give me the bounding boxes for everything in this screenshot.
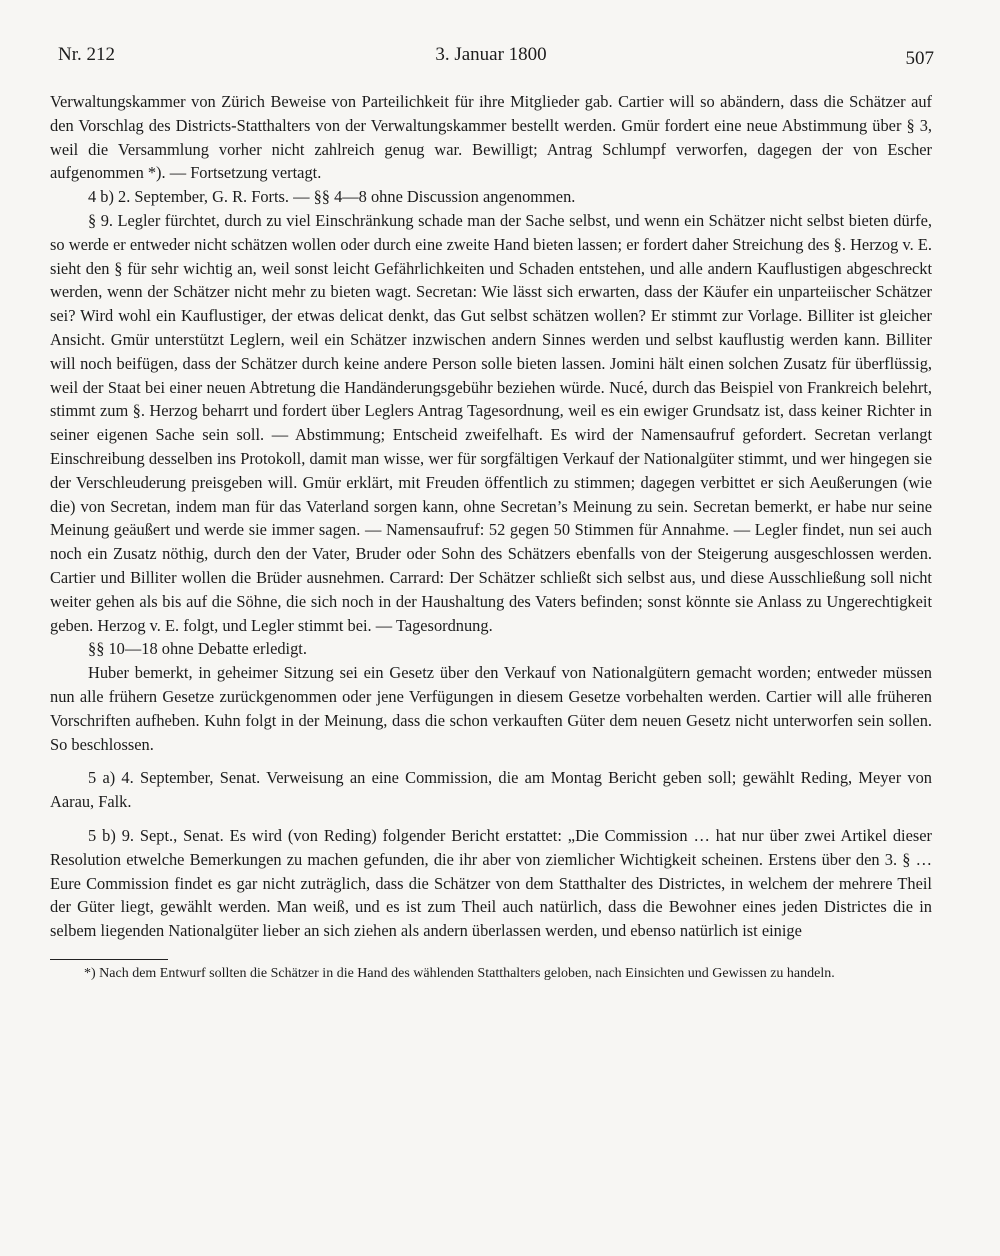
paragraph: § 9. Legler fürchtet, durch zu viel Einschränkung schade man der Sache selbst, und wenn ein Schätzer nicht selbst bieten dürfe, so werde er entweder nicht schätzen wollen oder durch eine zweite Hand bieten lassen; er fordert daher Streichung des §. Herzog v. E. sieht den § für sehr wichtig an, weil sonst leicht Gefährlichkeiten und Schaden entstehen, und alle andern Kauflustigen abgeschreckt werden, wenn der Schätzer nicht mehr zu bieten wagt. Secretan: Wie lässt sich erwarten, dass der Käufer ein unparteiischer Schätzer sei? Wird wohl ein Kauflustiger, der etwas delicat denkt, das Gut selbst schätzen wollen? Er stimmt zur Vorlage. Billiter ist gleicher Ansicht. Gmür unterstützt Leglern, weil ein Schätzer inzwischen andern Sinnes werden und selbst kauflustig werden kann. Billiter will noch beifügen, dass der Schätzer durch keine andere Person solle bieten lassen. Jomini hält einen solchen Zusatz für überflüssig, weil der Staat bei einer neuen Abtretung die Handänderungsgebühr beziehen würde. Nucé, durch das Beispiel von Frankreich belehrt, stimmt zum §. Herzog beharrt und fordert über Leglers Antrag Tagesordnung, weil es ein ewiger Grundsatz ist, dass keiner Richter in seiner eigenen Sache sein soll. — Abstimmung; Entscheid zweifelhaft. Es wird der Namensaufruf gefordert. Secretan verlangt Einschreibung desselben ins Protokoll, damit man wisse, wer für sorgfältigen Verkauf der Nationalgüter stimmt, und wer hingegen sie der Verschleuderung preisgeben will. Gmür erklärt, mit Freuden öffentlich zu stimmen; dagegen verbittet er sich Aeußerungen (wie die) von Secretan, indem man für das Vaterland sorgen kann, ohne Secretan’s Meinung zu sein. Secretan bemerkt, er habe nur seine Meinung geäußert und werde sie immer sagen. — Namensaufruf: 52 gegen 50 Stimmen für Annahme. — Legler findet, nun sei auch noch ein Zusatz nöthig, durch den der Vater, Bruder oder Sohn des Schätzers ebenfalls von der Steigerung ausgeschlossen werden. Cartier und Billiter wollen die Brüder ausnehmen. Carrard: Der Schätzer schließt sich selbst aus, und diese Ausschließung soll nicht weiter gehen als bis auf die Söhne, die sich noch in der Haushaltung des Vaters befinden; sonst könnte sie Anlass zu Ungerechtigkeit geben. Herzog v. E. folgt, und Legler stimmt bei. — Tagesordnung.: [50, 210, 932, 635]
paragraph: 5 b) 9. Sept., Senat. Es wird (von Reding) folgender Bericht erstattet: „Die Commission … hat nur über zwei Artikel dieser Resolution etwelche Bemerkungen zu machen gefunden, die ihr aber von ziemlicher Wichtigkeit scheinen. Erstens über den 3. § … Eure Commission findet es gar nicht zuträglich, dass die Schätzer von dem Statthalter des Districtes, in welchem der mehrere Theil der Güter liegt, gewählt werden. Man weiß, und es ist zum Theil auch natürlich, dass die Bewohner eines jeden Districtes die in selbem liegenden Nationalgüter lieber an sich ziehen als andern überlassen werden, und ebenso natürlich ist einige: [50, 825, 932, 941]
body-text: [50, 90, 932, 943]
paragraph: 4 b) 2. September, G. R. Forts. — §§ 4—8 ohne Discussion angenommen.: [88, 187, 576, 207]
paragraph: Huber bemerkt, in geheimer Sitzung sei ein Gesetz über den Verkauf von Nationalgütern gemacht worden; entweder müssen nun alle frühern Gesetze zurückgenommen oder jene Verfügungen in diesem Gesetze vorbehalten werden. Cartier will alle früheren Vorschriften aufheben. Kuhn folgt in der Meinung, dass die schon verkauften Güter dem neuen Gesetz nicht unterworfen sein sollen. So beschlossen.: [50, 663, 932, 754]
document-page: [50, 44, 932, 983]
paragraph: Verwaltungskammer von Zürich Beweise von Parteilichkeit für ihre Mitglieder gab. Cartier will so abändern, dass die Schätzer auf den Vorschlag des Districts-Statthalters von der Verwaltungskammer bestellt werden. Gmür fordert eine neue Abstimmung über § 3, weil die Versammlung vorher nicht zahlreich genug war. Bewilligt; Antrag Schlumpf verworfen, dagegen der von Escher aufgenommen *). — Fortsetzung vertagt.: [50, 92, 932, 183]
footnote-divider: [50, 959, 168, 960]
footnote: *) Nach dem Entwurf sollten die Schätzer in die Hand des wählenden Statthalters geloben, nach Einsichten und Gewissen zu handeln.: [84, 965, 835, 981]
paragraph: 5 a) 4. September, Senat. Verweisung an eine Commission, die am Montag Bericht geben soll; gewählt Reding, Meyer von Aarau, Falk.: [50, 768, 932, 812]
page-number: 507: [905, 48, 934, 69]
page-header: [50, 44, 932, 74]
paragraph: §§ 10—18 ohne Debatte erledigt.: [88, 639, 307, 659]
document-number: Nr. 212: [58, 44, 115, 65]
header-date: 3. Januar 1800: [435, 44, 547, 65]
